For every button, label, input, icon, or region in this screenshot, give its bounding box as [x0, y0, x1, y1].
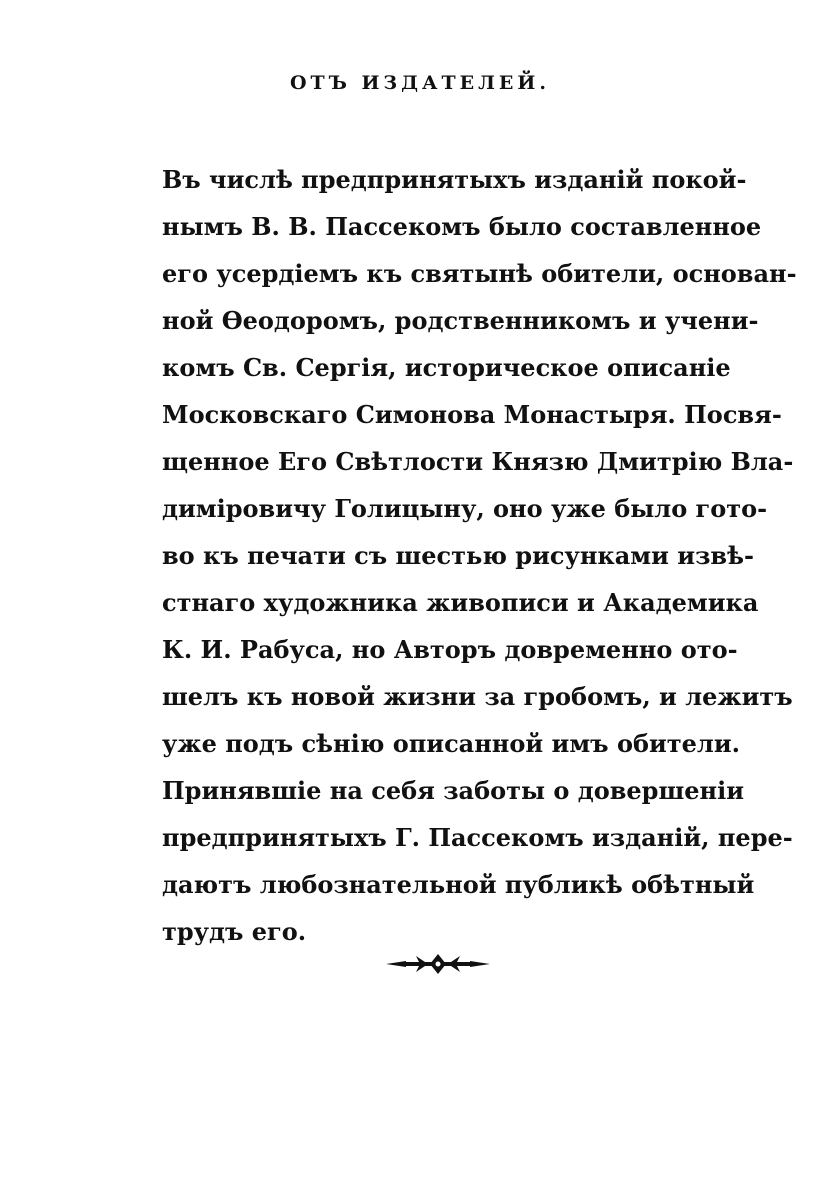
typographic-ornament-icon: [384, 952, 492, 976]
text-line: во къ печати съ шестью рисунками извѣ-: [162, 541, 754, 570]
text-line: Принявшіе на себя заботы о довершеніи: [162, 776, 745, 805]
text-line: щенное Его Свѣтлости Князю Дмитрію Вла-: [162, 447, 794, 476]
text-line: Въ числѣ предпринятыхъ изданій покой-: [162, 165, 747, 194]
text-line: ной Ѳеодоромъ, родственникомъ и учени-: [162, 306, 759, 335]
text-line: уже подъ сѣнію описанной имъ обители.: [162, 729, 740, 758]
text-line: К. И. Рабуса, но Авторъ довременно ото-: [162, 635, 738, 664]
text-line: диміровичу Голицыну, оно уже было гото-: [162, 494, 768, 523]
text-line: Московскаго Симонова Монастыря. Посвя-: [162, 400, 782, 429]
text-line: стнаго художника живописи и Академика: [162, 588, 759, 617]
body-text: [162, 156, 797, 955]
text-line: шелъ къ новой жизни за гробомъ, и лежитъ: [162, 682, 793, 711]
page-heading: ОТЪ ИЗДАТЕЛЕЙ.: [290, 72, 550, 94]
text-line: даютъ любознательной публикѣ обѣтный: [162, 870, 755, 899]
text-line: его усердіемъ къ святынѣ обители, основан-: [162, 259, 797, 288]
text-line: нымъ В. В. Пассекомъ было составленное: [162, 212, 762, 241]
text-line-last: трудъ его.: [162, 917, 307, 946]
text-line: предпринятыхъ Г. Пассекомъ изданій, пере-: [162, 823, 793, 852]
text-line: комъ Св. Сергія, историческое описаніе: [162, 353, 731, 382]
